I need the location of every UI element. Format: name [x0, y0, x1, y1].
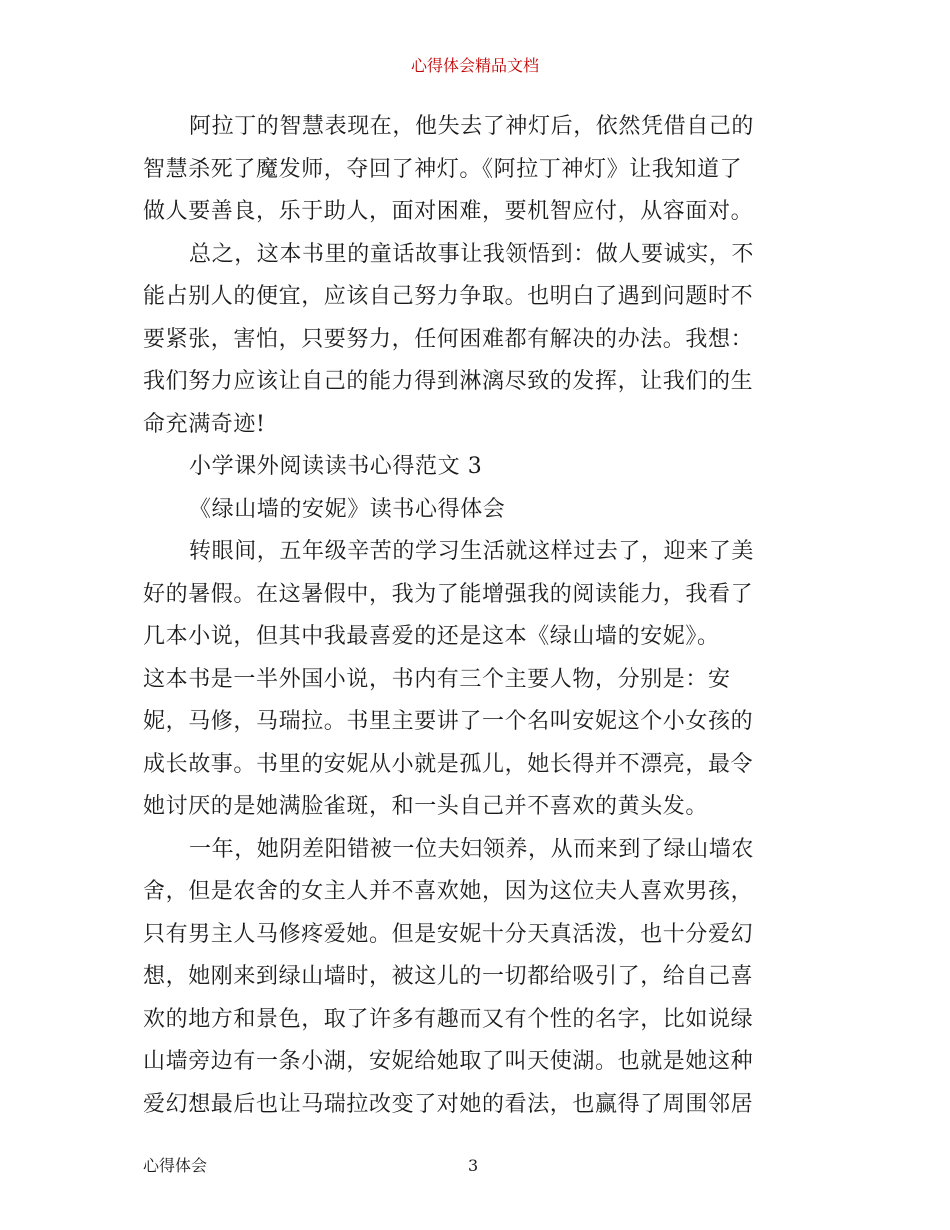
paragraph	[143, 531, 813, 829]
text-line: 命充满奇迹!	[143, 411, 266, 437]
text-line: 她讨厌的是她满脸雀斑，和一头自己并不喜欢的黄头发。	[143, 794, 709, 819]
text-line: 做人要善良，乐于助人，面对困难，要机智应付，从容面对。	[143, 199, 754, 224]
text-line: 山墙旁边有一条小湖，安妮给她取了叫天使湖。也就是她这种	[143, 1049, 754, 1074]
text-line: 转眼间，五年级辛苦的学习生活就这样过去了，迎来了美	[189, 539, 755, 564]
text-line: 几本小说，但其中我最喜爱的还是这本《绿山墙的安妮》。	[143, 624, 720, 649]
section-heading	[143, 446, 813, 489]
footer-label: 心得体会	[143, 1156, 208, 1175]
text-line: 只有男主人马修疼爱她。但是安妮十分天真活泼，也十分爱幻	[143, 921, 754, 947]
text-line: 小学课外阅读读书心得范文 3	[189, 454, 483, 479]
document-header: 心得体会精品文档	[410, 56, 539, 75]
text-line: 《绿山墙的安妮》读书心得体会	[189, 496, 506, 522]
paragraph	[143, 106, 813, 234]
paragraph	[143, 234, 813, 447]
text-line: 爱幻想最后也让马瑞拉改变了对她的看法，也赢得了周围邻居	[143, 1091, 754, 1117]
text-line: 能占别人的便宜，应该自己努力争取。也明白了遇到问题时不	[143, 284, 754, 309]
text-line: 好的暑假。在这暑假中，我为了能增强我的阅读能力，我看了	[143, 581, 754, 607]
page-number: 3	[468, 1156, 479, 1175]
text-line: 阿拉丁的智慧表现在，他失去了神灯后，依然凭借自己的	[189, 114, 755, 139]
text-line: 这本书是一半外国小说，书内有三个主要人物，分别是：安	[143, 666, 731, 692]
paragraph	[143, 829, 813, 1127]
text-line: 妮，马修，马瑞拉。书里主要讲了一个名叫安妮这个小女孩的	[143, 709, 754, 734]
text-line: 总之，这本书里的童话故事让我领悟到：做人要诚实，不	[189, 241, 755, 267]
document-body	[143, 106, 813, 1126]
text-line: 智慧杀死了魔发师，夺回了神灯。《阿拉丁神灯》让我知道了	[143, 156, 743, 182]
text-line: 想，她刚来到绿山墙时，被这儿的一切都给吸引了，给自己喜	[143, 964, 754, 989]
text-line: 成长故事。书里的安妮从小就是孤儿，她长得并不漂亮，最令	[143, 751, 754, 777]
text-line: 我们努力应该让自己的能力得到淋漓尽致的发挥，让我们的生	[143, 369, 754, 394]
text-line: 舍，但是农舍的女主人并不喜欢她，因为这位夫人喜欢男孩，	[143, 879, 754, 904]
text-line: 一年，她阴差阳错被一位夫妇领养，从而来到了绿山墙农	[189, 836, 755, 862]
text-line: 欢的地方和景色，取了许多有趣而又有个性的名字，比如说绿	[143, 1006, 754, 1032]
essay-title	[143, 489, 813, 532]
text-line: 要紧张，害怕，只要努力，任何困难都有解决的办法。我想：	[143, 326, 754, 352]
